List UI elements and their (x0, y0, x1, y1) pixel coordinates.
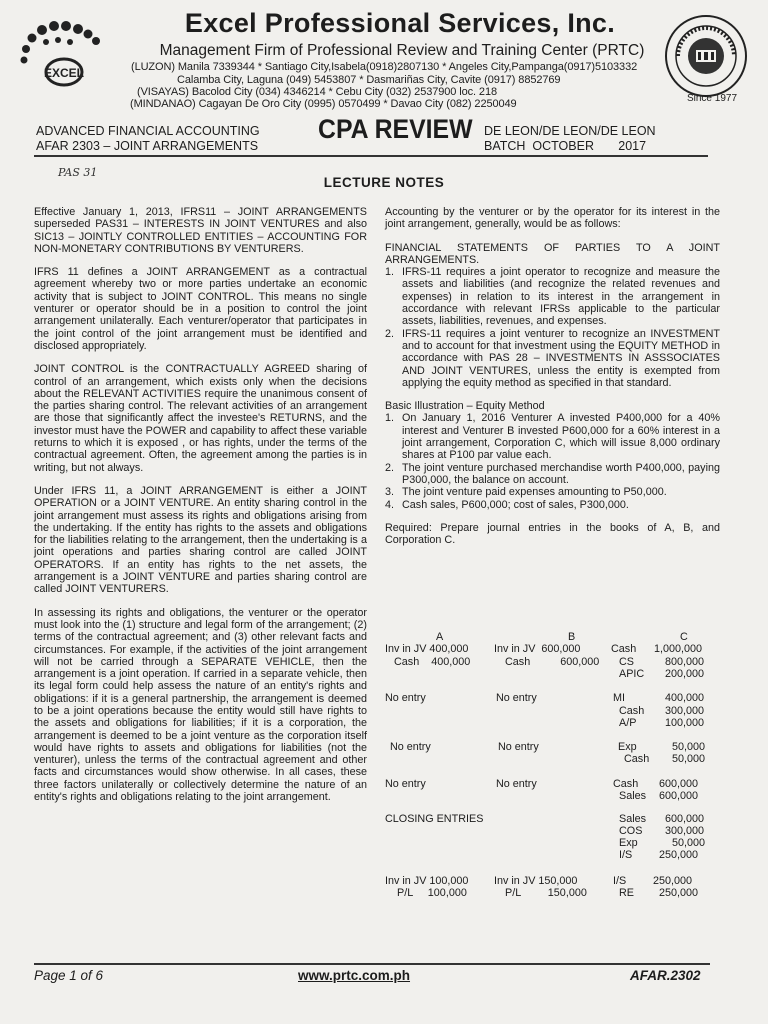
entry-b: Inv in JV 600,000 (494, 643, 581, 655)
entry-c-account: Cash (619, 705, 645, 717)
entry-c-account: Sales (619, 790, 647, 802)
entry-a: No entry (390, 741, 431, 753)
section-title: LECTURE NOTES (323, 175, 445, 190)
company-logo (16, 16, 130, 98)
entry-c-amount: 300,000 (665, 825, 705, 837)
paragraph: JOINT CONTROL is the CONTRACTUALLY AGREED sharing of control of an arrangement, which exists only when the decisions about the RELEVANT ACTIVITIES require the unanimous consent of the parties sharing control. The relevant activities of an arrangement are those that significantly affect the investee's RETURNS, and the investor must have the POWER and capability to affect these variable returns to which it is exposed , or has rights, under the terms of the contractual agreement. Often, the agreement among the parties is in writing, but not always. (34, 363, 367, 474)
footer-rule (34, 963, 710, 965)
closing-entries-heading: CLOSING ENTRIES (385, 813, 484, 825)
company-tagline: Management Firm of Professional Review and Training Center (PRTC) (159, 42, 645, 59)
entry-c-amount: 250,000 (653, 875, 693, 887)
entry-c-account: A/P (619, 717, 637, 729)
entry-c-amount: 250,000 (659, 849, 699, 861)
illustration-list (385, 412, 720, 510)
authors: DE LEON/DE LEON/DE LEON (484, 124, 656, 138)
entry-c-amount: 600,000 (659, 790, 699, 802)
entry-a: P/L 100,000 (385, 887, 467, 899)
fs-heading: FINANCIAL STATEMENTS OF PARTIES TO A JOINT ARRANGEMENTS. (385, 241, 720, 266)
entry-a: No entry (385, 692, 426, 704)
paragraph: In assessing its rights and obligations, the venturer or the operator must look into the (1) structure and legal form of the arrangement; (2) terms of the contractual agreement; and (3) other relevant facts and circumstances. For example, if the activities of the joint arrangement will not be carried through a SEPARATE VEHICLE, then the arrangement is a joint operation. If carried in a separate vehicle, then its legal form could help assess the nature of an entity's rights and obligations: if it is a general partnership, the arrangement is deemed to be a joint operations because the entity would still have rights to the assets and obligations for liabilities; if it is a corporation, the arrangement is deemed to be a joint venture as the corporation itself would have rights to assets and obligations for liabilities (not the venturer), unless the terms of the contractual agreement and other facts and circumstances would show otherwise. In all cases, these three factors unilaterally or collectively determine the nature of an entity's rights and obligations relating to the joint arrangement. (34, 606, 367, 804)
list-item: 4. Cash sales, P600,000; cost of sales, P300,000. (385, 498, 629, 511)
entry-a: Cash 400,000 (385, 656, 471, 668)
column-c-header: C (680, 631, 688, 643)
column-b-header: B (568, 631, 576, 643)
illustration-heading: Basic Illustration – Equity Method (385, 400, 545, 413)
list-item: 3. The joint venture paid expenses amounting to P50,000. (385, 486, 667, 499)
entry-b: Cash 600,000 (505, 656, 600, 668)
handwritten-note: PAS 31 (58, 166, 98, 179)
entry-c-amount: 50,000 (672, 837, 706, 849)
required-text: Required: Prepare journal entries in the books of A, B, and Corporation C. (385, 521, 720, 547)
entry-c-amount: 50,000 (672, 741, 706, 753)
paragraph: Under IFRS 11, a JOINT ARRANGEMENT is either a JOINT OPERATION or a JOINT VENTURE. An entity sharing control in the joint arrangement must assess its rights and obligations arising from the undertaking. If the entity has rights to the assets and obligations for the liabilities relating to the arrangement, then the undertaking is a joint operations and parties sharing control are called JOINT OPERATORS. If an entity has rights to the net assets, the arrangement is a JOINT VENTURE and parties sharing control are called JOINT VENTURERS. (34, 484, 367, 596)
entry-c-amount: 50,000 (672, 753, 706, 765)
logo-text: EXCEL (43, 66, 85, 80)
course-name: ADVANCED FINANCIAL ACCOUNTING (36, 124, 260, 138)
entry-c-account: CS (619, 656, 634, 668)
entry-a: No entry (385, 778, 426, 790)
entry-c-account: Sales (619, 813, 647, 825)
entry-b: Inv in JV 150,000 (494, 875, 578, 887)
course-topic: AFAR 2303 – JOINT ARRANGEMENTS (36, 139, 259, 153)
entry-c-account: APIC (619, 668, 645, 680)
address-mindanao: (MINDANAO) Cagayan De Oro City (0995) 0570499 * Davao City (082) 2250049 (130, 98, 517, 110)
entry-c-account: I/S (613, 875, 627, 887)
column-a-header: A (436, 631, 444, 643)
entry-c-account: Cash (611, 643, 637, 655)
entry-c-account: Exp (618, 741, 637, 753)
entry-c-account: COS (619, 825, 643, 837)
right-column (385, 206, 720, 546)
entry-b: P/L 150,000 (505, 887, 587, 899)
entry-c-amount: 600,000 (665, 813, 705, 825)
entry-c-amount: 600,000 (659, 778, 699, 790)
left-column (34, 206, 367, 803)
since-text: Since 1977 (686, 93, 738, 104)
entry-b: No entry (498, 741, 539, 753)
company-name: Excel Professional Services, Inc. (184, 8, 616, 38)
entry-c-account: Cash (624, 753, 650, 765)
entry-c-account: MI (613, 692, 625, 704)
entry-a: Inv in JV 400,000 (385, 643, 469, 655)
entry-c-amount: 250,000 (659, 887, 699, 899)
entry-c-amount: 1,000,000 (654, 643, 703, 655)
batch-info: BATCH OCTOBER 2017 (484, 139, 647, 153)
address-laguna-cavite: Calamba City, Laguna (049) 5453807 * Dasmariñas City, Cavite (0917) 8852769 (177, 74, 561, 86)
entry-b: No entry (496, 692, 537, 704)
list-item: 1. On January 1, 2016 Venturer A invested P400,000 for a 40% interest and Venturer B invested P600,000 for a 60% interest in a joint arrangement, Corporation C, which will issue 8,000 ordinary shares at P100 par value each. (385, 412, 720, 462)
entry-c-amount: 800,000 (665, 656, 705, 668)
entry-a: Inv in JV 100,000 (385, 875, 469, 887)
entry-c-account: Exp (619, 837, 638, 849)
address-visayas: (VISAYAS) Bacolod City (034) 4346214 * Cebu City (032) 2537900 loc. 218 (137, 86, 497, 98)
entry-c-amount: 300,000 (665, 705, 705, 717)
address-luzon: (LUZON) Manila 7339344 * Santiago City,Isabela(0918)2807130 * Angeles City,Pampanga(0917)5103332 (131, 61, 638, 73)
list-item: 2. IFRS-11 requires a joint venturer to recognize an INVESTMENT and to account for that investment using the EQUITY METHOD in accordance with PAS 28 – INVESTMENTS IN ASSSOCIATES AND JOINT VENTURES, unless the entity is exempted from applying the equity method as specified in that standard. (385, 327, 720, 389)
list-item: 1. IFRS-11 requires a joint operator to recognize and measure the assets and liabilities (and recognize the related revenues and expenses) in relation to its interest in the arrangement in accordance with relevant IFRSs applicable to the particular assets, liabilities, revenues, and expenses. (385, 266, 720, 328)
entry-c-account: Cash (613, 778, 639, 790)
paragraph: Accounting by the venturer or by the operator for its interest in the joint arrangement, generally, would be as follows: (385, 206, 720, 231)
entry-c-amount: 100,000 (665, 717, 705, 729)
paragraph: IFRS 11 defines a JOINT ARRANGEMENT as a contractual agreement whereby two or more parties undertake an economic activity that is subject to JOINT CONTROL. This means no single venturer or operator should be in a position to control the joint arrangement unilaterally. Each venturer/operator that participates in the joint control of the joint arrangement must be identified and disclosed appropriately. (34, 266, 367, 352)
entry-c-amount: 200,000 (665, 668, 705, 680)
document-code: AFAR.2302 (630, 968, 701, 983)
entry-c-amount: 400,000 (665, 692, 705, 704)
list-item: 2. The joint venture purchased merchandise worth P400,000, paying P300,000, the balance on account. (385, 461, 720, 486)
entry-c-account: I/S (619, 849, 633, 861)
page-number: Page 1 of 6 (34, 968, 104, 983)
entry-b: No entry (496, 778, 537, 790)
fs-list (385, 266, 720, 389)
website-link[interactable]: www.prtc.com.ph (298, 968, 411, 983)
header-rule (34, 155, 708, 157)
paragraph: Effective January 1, 2013, IFRS11 – JOINT ARRANGEMENTS superseded PAS31 – INTERESTS IN JOINT VENTURES and also SIC13 – JOINTLY CONTROLLED ENTITIES – ACCOUNTING FOR NON-MONETARY CONTRIBUTIONS BY VENTURERS. (34, 206, 367, 255)
cpa-review-title: CPA REVIEW (318, 114, 473, 144)
entry-c-account: RE (619, 887, 634, 899)
